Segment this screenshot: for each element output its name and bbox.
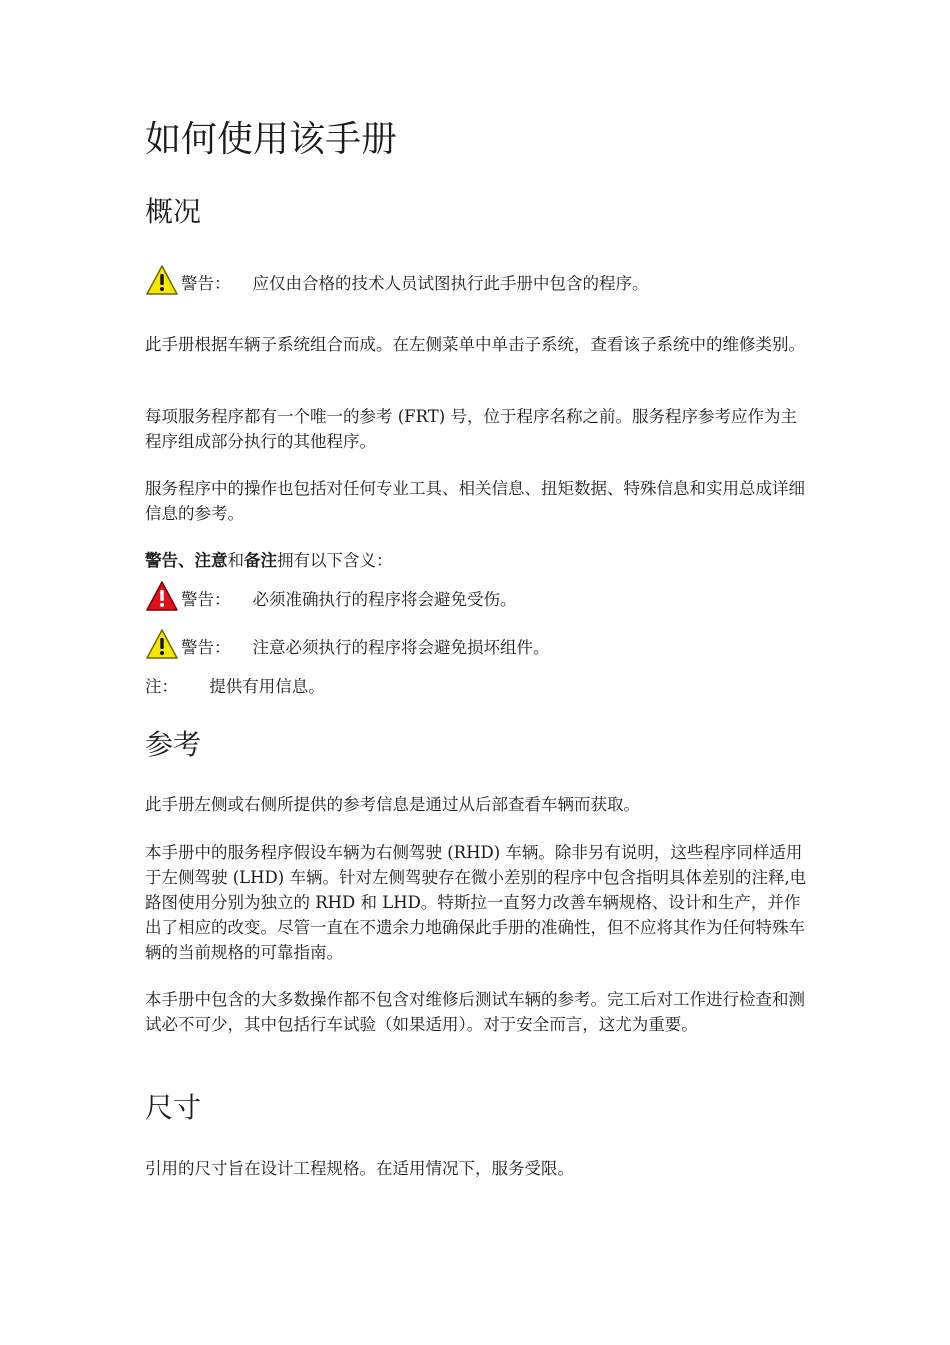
reference-paragraph-2: 本手册中的服务程序假设车辆为右侧驾驶 (RHD) 车辆。除非另有说明，这些程序同样适用于左侧驾驶 (LHD) 车辆。针对左侧驾驶存在微小差别的程序中包含指明具体差别的注释,电路图使用分别为独立的 RHD 和 LHD。特斯拉一直努力改善车辆规格、设计和生产，并作出了相应的改变。尽管一直在不遗余力地确保此手册的准确性，但不应将其作为任何特殊车辆的当前规格的可靠指南。 <box>145 843 807 962</box>
warning-label: 警告： <box>181 638 231 657</box>
page-title: 如何使用该手册 <box>145 119 398 160</box>
note-label: 注： <box>145 677 178 696</box>
yellow-warning <box>145 626 550 660</box>
dimensions-paragraph-1: 引用的尺寸旨在设计工程规格。在适用情况下，服务受限。 <box>145 1159 574 1178</box>
warning-text: 必须准确执行的程序将会避免受伤。 <box>252 590 517 609</box>
meaning-warning: 警告 <box>145 551 178 570</box>
reference-paragraph-3: 本手册中包含的大多数操作都不包含对维修后测试车辆的参考。完工后对工作进行检查和测试必不可少，其中包括行车试验（如果适用）。对于安全而言，这尤为重要。 <box>145 990 805 1034</box>
warning-label: 警告： <box>181 274 231 293</box>
overview-paragraph-3: 服务程序中的操作也包括对任何专业工具、相关信息、扭矩数据、特殊信息和实用总成详细信息的参考。 <box>145 479 805 523</box>
meaning-note: 备注 <box>244 551 277 570</box>
overview-paragraph-2: 每项服务程序都有一个唯一的参考 (FRT) 号，位于程序名称之前。服务程序参考应作为主程序组成部分执行的其他程序。 <box>145 407 797 451</box>
reference-heading: 参考 <box>145 728 202 761</box>
warning-label: 警告： <box>181 590 231 609</box>
meaning-and: 和 <box>227 551 244 570</box>
meaning-rest: 拥有以下含义： <box>277 551 393 570</box>
dimensions-heading: 尺寸 <box>145 1091 202 1124</box>
note-text: 提供有用信息。 <box>209 677 325 696</box>
meaning-sep: 、 <box>178 551 195 570</box>
meaning-caution: 注意 <box>194 551 228 570</box>
reference-paragraph-1: 此手册左侧或右侧所提供的参考信息是通过从后部查看车辆而获取。 <box>145 795 640 814</box>
red-warning <box>145 578 517 612</box>
meaning-line <box>145 548 810 573</box>
top-warning <box>145 262 649 296</box>
overview-heading: 概况 <box>145 195 202 228</box>
overview-paragraph-1: 此手册根据车辆子系统组合而成。在左侧菜单中单击子系统，查看该子系统中的维修类别。 <box>145 335 805 354</box>
warning-triangle-yellow-icon <box>145 628 179 660</box>
warning-text: 注意必须执行的程序将会避免损坏组件。 <box>252 638 550 657</box>
warning-triangle-red-icon <box>145 580 179 612</box>
warning-triangle-yellow-icon <box>145 264 179 296</box>
warning-text: 应仅由合格的技术人员试图执行此手册中包含的程序。 <box>252 274 649 293</box>
note-line <box>145 674 325 699</box>
